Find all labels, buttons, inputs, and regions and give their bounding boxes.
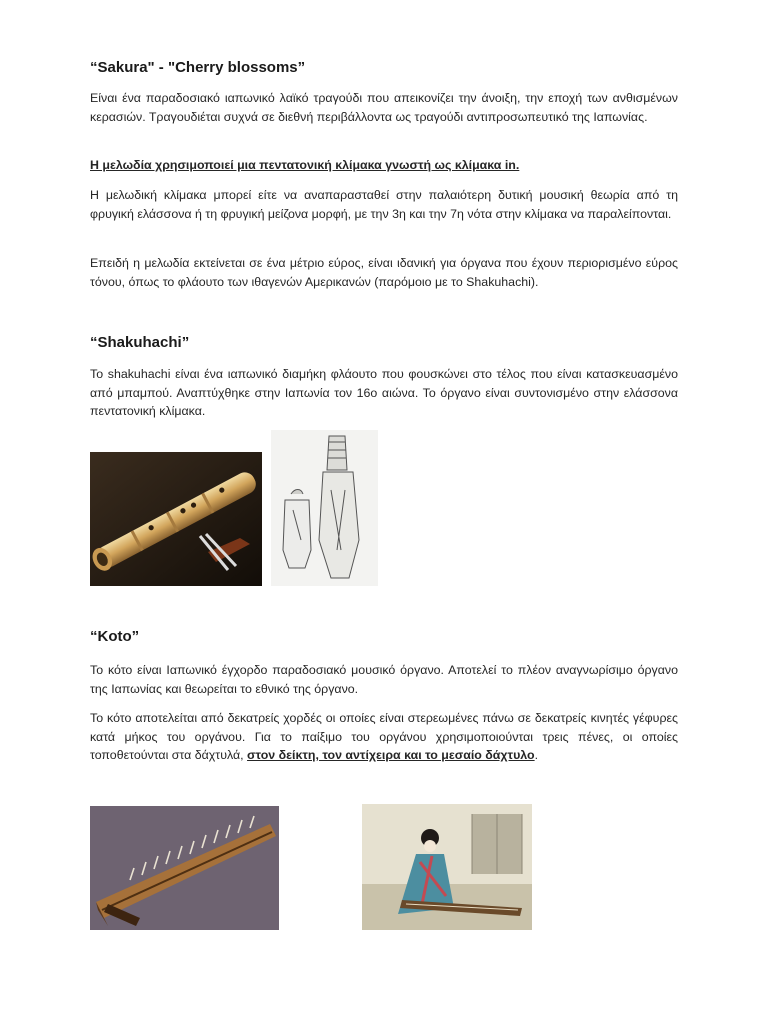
sakura-title: “Sakura" - "Cherry blossoms” — [90, 59, 306, 76]
koto-title: “Koto” — [90, 628, 140, 645]
koto-paragraph-2-text: Το κότο αποτελείται από δεκατρείς χορδές οι οποίες είναι στερεωμένες πάνω σε δεκατρείς κινητές γέφυρες κατά μήκος του οργάνου. Για το παίξιμο του οργάνου χρησιμοποιούνται τρεις πένες, οι οποίες τοποθετούνται στα δάχτυλά, — [90, 711, 678, 763]
shakuhachi-section — [90, 333, 678, 353]
koto-paragraph-1: Το κότο είναι Ιαπωνικό έγχορδο παραδοσιακό μουσικό όργανο. Αποτελεί το πλέον αναγνωρίσιμο όργανο της Ιαπωνίας και θεωρείται το εθνικό της όργανο. — [90, 663, 678, 696]
shakuhachi-photo — [90, 452, 262, 586]
shakuhachi-paragraph: Το shakuhachi είναι ένα ιαπωνικό διαμήκη φλάουτο που φουσκώνει στο τέλος που είναι κατασκευασμένο από μπαμπού. Αναπτύχθηκε στην Ιαπωνία τον 16ο αιώνα. Το όργανο είναι συντονισμένο στην ελάσσονα πεντατονική κλίμακα. — [90, 367, 678, 419]
sakura-scale-heading: Η μελωδία χρησιμοποιεί μια πεντατονική κλίμακα γνωστή ως κλίμακα in. — [90, 158, 520, 172]
sakura-section — [90, 58, 678, 78]
koto-paragraph-1-wrap — [90, 661, 678, 698]
sakura-paragraph-1-wrap — [90, 89, 678, 126]
sakura-paragraph-4: Επειδή η μελωδία εκτείνεται σε ένα μέτριο εύρος, είναι ιδανική για όργανα που έχουν περιορισμένο εύρος τόνου, όπως το φλάουτο των ιθαγενών Αμερικανών (παρόμοιο με το Shakuhachi). — [90, 256, 678, 289]
shakuhachi-paragraph-wrap — [90, 365, 678, 421]
koto-paragraph-2 — [90, 709, 678, 765]
komuso-drawing — [271, 430, 378, 586]
shakuhachi-title: “Shakuhachi” — [90, 334, 190, 351]
koto-photo — [90, 806, 279, 930]
sakura-paragraph-3-wrap — [90, 186, 678, 223]
koto-fingers-emphasis: στον δείκτη, τον αντίχειρα και το μεσαίο δάχτυλο — [247, 748, 535, 763]
koto-paragraph-2-end: . — [534, 748, 539, 763]
koto-paragraph-2-wrap — [90, 709, 678, 765]
sakura-paragraph-3: Η μελωδική κλίμακα μπορεί είτε να αναπαρασταθεί στην παλαιότερη δυτική μουσική θεωρία από τη φρυγική ελάσσονα ή τη φρυγική μείζονα μορφή, με την 3η και την 7η νότα στην κλίμακα να παραλείπονται. — [90, 188, 678, 221]
sakura-paragraph-1: Είναι ένα παραδοσιακό ιαπωνικό λαϊκό τραγούδι που απεικονίζει την άνοιξη, την εποχή των ανθισμένων κερασιών. Τραγουδιέται συχνά σε διεθνή περιβάλλοντα ως τραγούδι αντιπροσωπευτικό της Ιαπωνίας. — [90, 91, 678, 124]
koto-player-painting — [362, 804, 532, 930]
sakura-paragraph-2-wrap — [90, 156, 678, 175]
koto-section — [90, 627, 678, 647]
sakura-paragraph-4-wrap — [90, 254, 678, 291]
